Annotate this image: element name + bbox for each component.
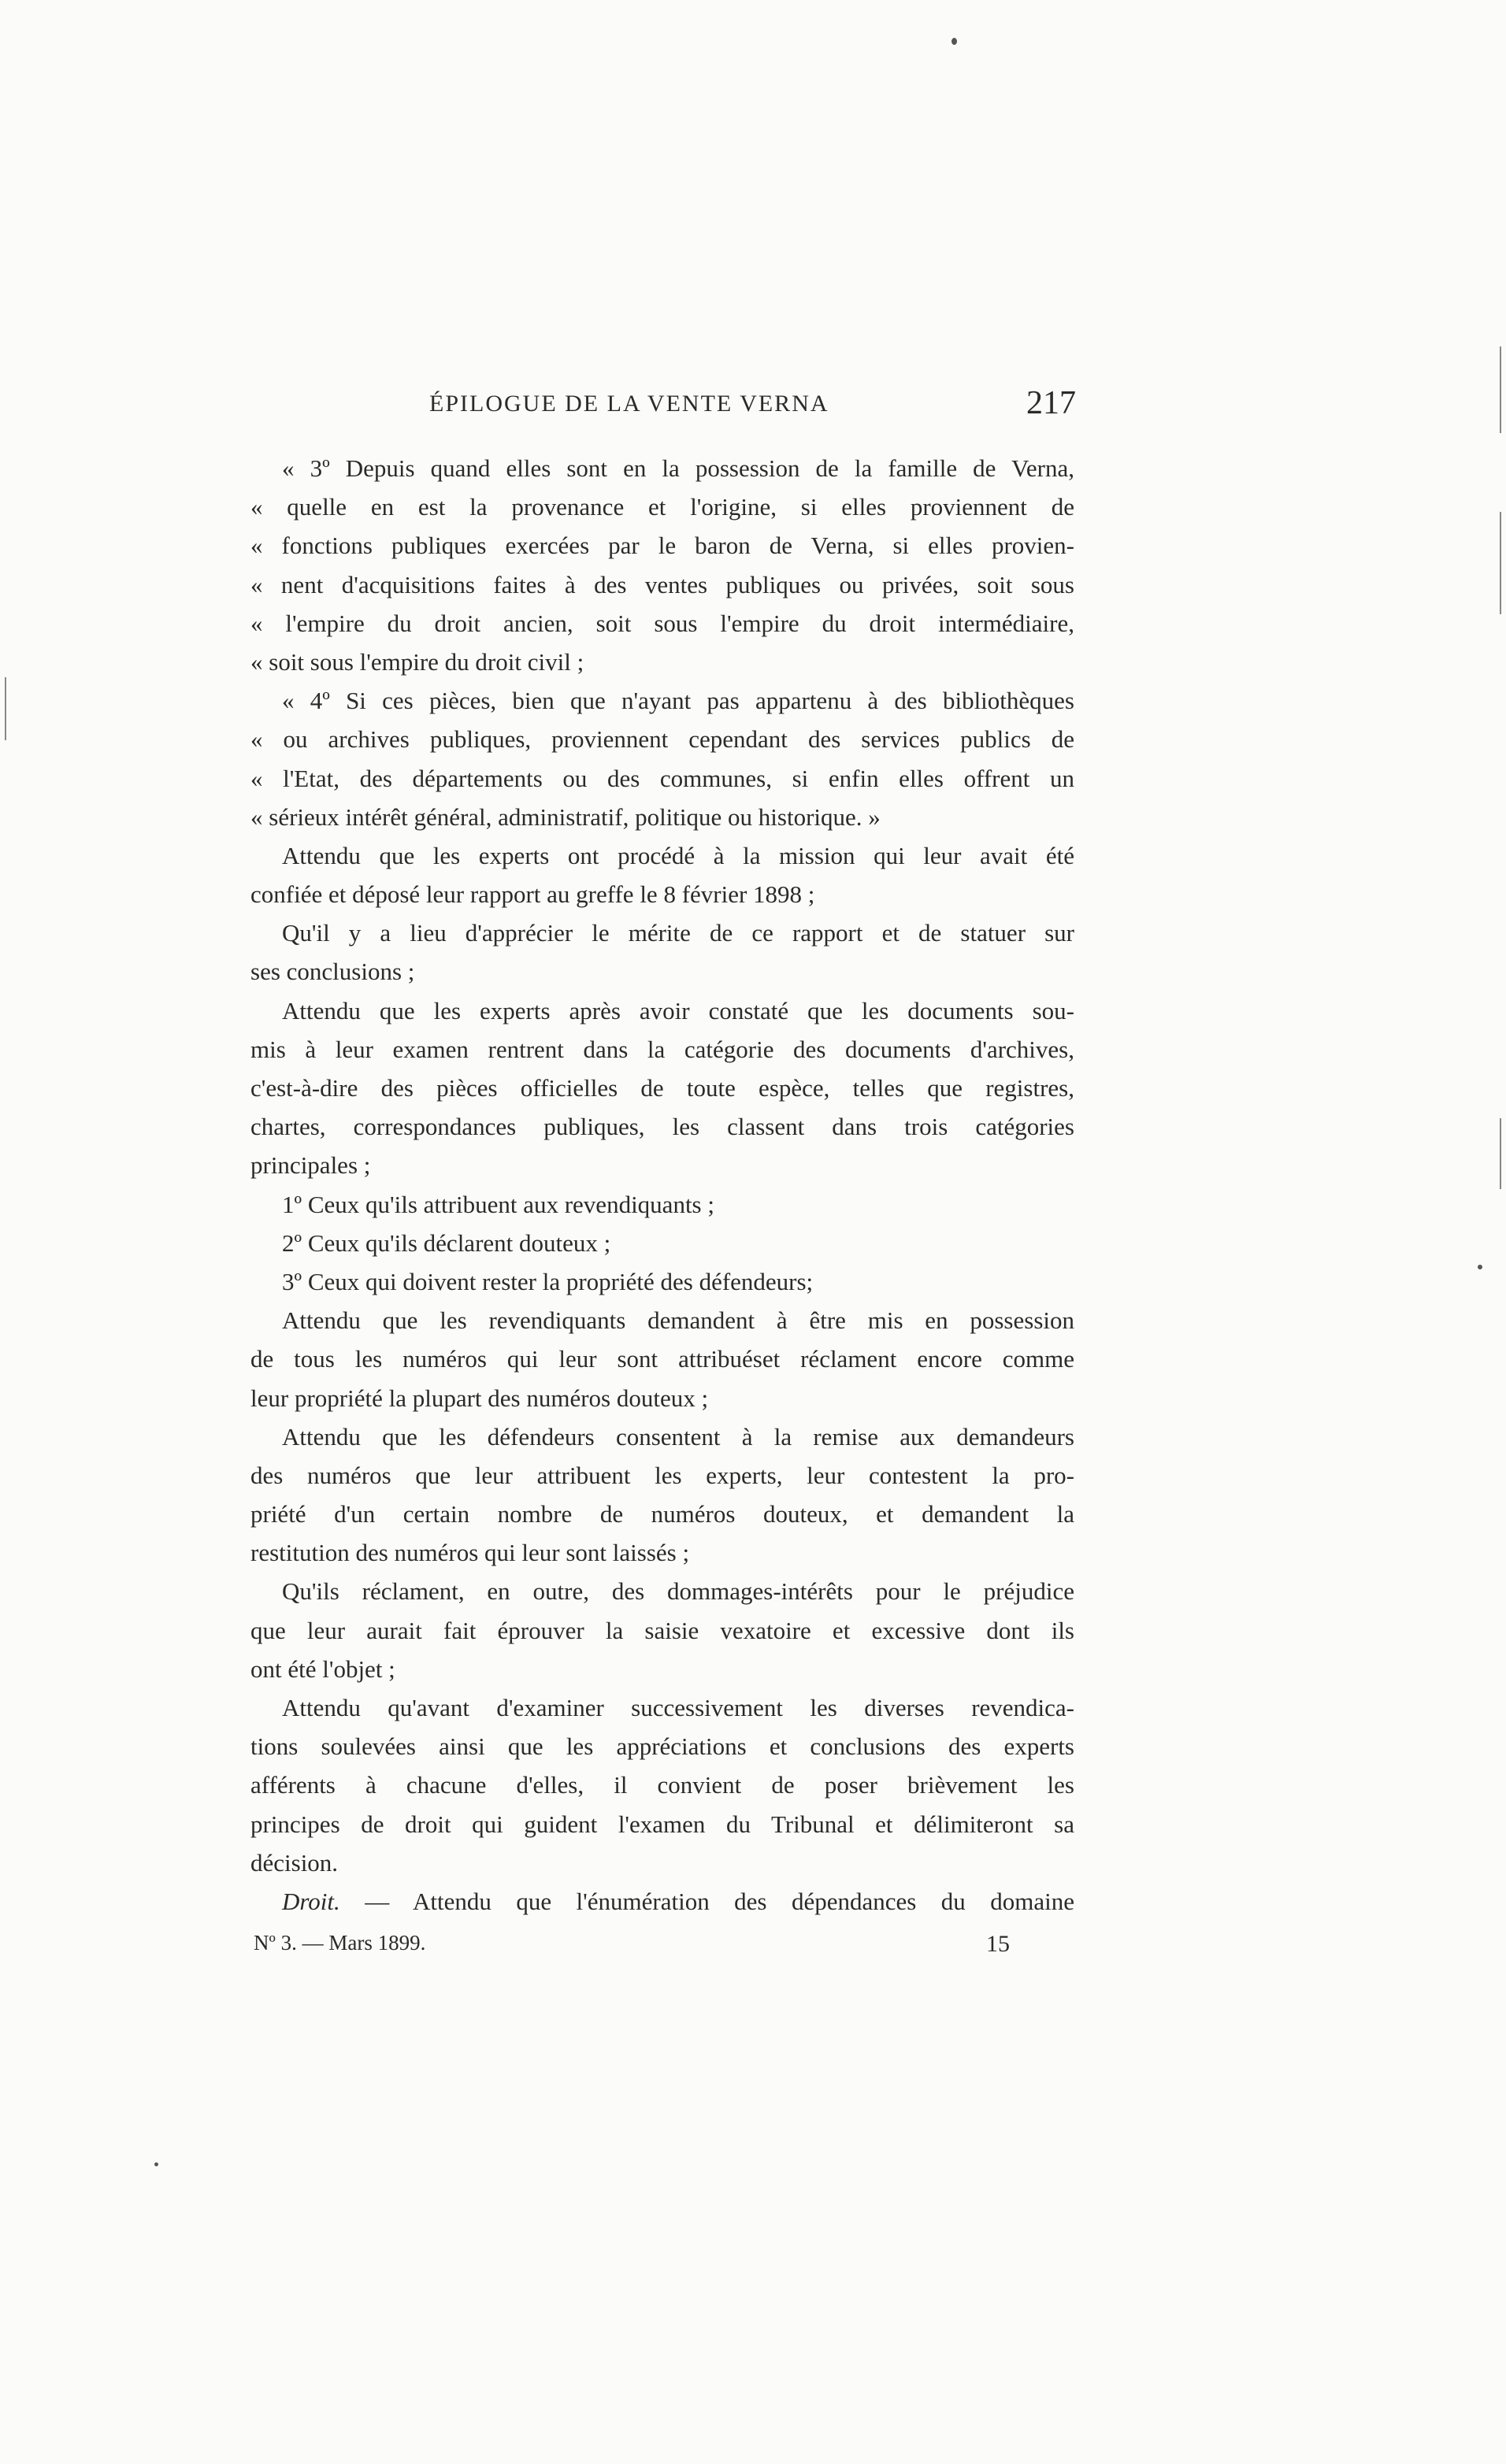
page-number: 217 [1026,385,1076,421]
scan-speck [154,2162,158,2166]
text-line: tions soulevées ainsi que les appréciations et conclusions des experts [250,1732,1074,1761]
text-line [250,1882,1074,1921]
paragraph [250,1224,1074,1262]
scan-edge-line [1500,346,1501,433]
scan-speck [951,38,957,45]
paragraph [250,1688,1074,1882]
issue-label: Nº 3. — Mars 1899. [254,1931,426,1955]
text-line: des numéros que leur attribuent les experts, leur contestent la pro- [250,1461,1074,1489]
paragraph [250,836,1074,913]
body-text [250,449,1074,1921]
paragraph [250,1262,1074,1301]
paragraph [250,913,1074,991]
text-line: « l'empire du droit ancien, soit sous l'empire du droit intermédiaire, [250,609,1074,637]
paragraph [250,1185,1074,1224]
line-rest: — Attendu que l'énumération des dépendances du domaine [339,1887,1074,1915]
text-line: « l'Etat, des départements ou des communes, si enfin elles offrent un [250,764,1074,792]
text-line: ont été l'objet ; [250,1654,395,1683]
text-line: Attendu que les experts après avoir constaté que les documents sou- [282,996,1074,1025]
text-line: afférents à chacune d'elles, il convient de poser brièvement les [250,1771,1074,1799]
text-line: 1º Ceux qu'ils attribuent aux revendiquants ; [282,1190,714,1218]
paragraph [250,681,1074,836]
text-line: 2º Ceux qu'ils déclarent douteux ; [282,1228,611,1257]
paragraph [250,1301,1074,1417]
text-line: 3º Ceux qui doivent rester la propriété des défendeurs; [282,1267,814,1295]
text-line: « 4º Si ces pièces, bien que n'ayant pas appartenu à des bibliothèques [282,687,1074,715]
text-line: principes de droit qui guident l'examen du Tribunal et délimiteront sa [250,1810,1074,1838]
text-line: Attendu que les experts ont procédé à la mission qui leur avait été [282,841,1074,869]
text-line: Attendu qu'avant d'examiner successivement les diverses revendica- [282,1694,1074,1721]
text-line: de tous les numéros qui leur sont attribuéset réclament encore comme [250,1345,1074,1373]
scan-edge-line [5,677,6,740]
text-line: « quelle en est la provenance et l'origine, si elles proviennent de [250,493,1074,521]
text-line: « fonctions publiques exercées par le baron de Verna, si elles provien- [250,532,1074,560]
text-line: « soit sous l'empire du droit civil ; [250,647,584,676]
paragraph [250,1572,1074,1688]
scan-speck [1478,1265,1482,1269]
page-footer [254,1931,1010,1962]
text-line: ses conclusions ; [250,958,415,986]
text-line: Attendu que les revendiquants demandent à être mis en possession [282,1306,1074,1335]
text-line: Attendu que les défendeurs consentent à la remise aux demandeurs [282,1422,1074,1451]
text-line: c'est-à-dire des pièces officielles de toute espèce, telles que registres, [250,1074,1074,1102]
text-line: mis à leur examen rentrent dans la catégorie des documents d'archives, [250,1035,1074,1063]
signature-mark: 15 [986,1931,1010,1957]
text-line: leur propriété la plupart des numéros douteux ; [250,1384,709,1412]
text-line: principales ; [250,1151,371,1180]
text-line: « ou archives publiques, proviennent cependant des services publics de [250,725,1074,754]
paragraph [250,449,1074,681]
text-line: Qu'ils réclament, en outre, des dommages-intérêts pour le préjudice [282,1577,1074,1606]
scan-edge-line [1500,512,1501,614]
text-line: priété d'un certain nombre de numéros douteux, et demandent la [250,1500,1074,1528]
text-line: « 3º Depuis quand elles sont en la possession de la famille de Verna, [282,454,1074,482]
italic-lead: Droit. [282,1887,340,1915]
paragraph [250,1417,1074,1573]
text-line: « nent d'acquisitions faites à des ventes publiques ou privées, soit sous [250,570,1074,598]
paragraph [250,991,1074,1185]
text-line: confiée et déposé leur rapport au greffe le 8 février 1898 ; [250,880,815,909]
page-header [260,384,1076,432]
scan-edge-line [1500,1118,1501,1189]
text-line: « sérieux intérêt général, administratif, politique ou historique. » [250,802,881,831]
text-line: restitution des numéros qui leur sont laissés ; [250,1539,690,1567]
text-line: que leur aurait fait éprouver la saisie vexatoire et excessive dont ils [250,1616,1074,1644]
running-head: ÉPILOGUE DE LA VENTE VERNA [429,391,829,417]
text-line: décision. [250,1848,339,1877]
text-line: Qu'il y a lieu d'apprécier le mérite de ce rapport et de statuer sur [282,919,1074,947]
text-line: chartes, correspondances publiques, les classent dans trois catégories [250,1113,1074,1141]
